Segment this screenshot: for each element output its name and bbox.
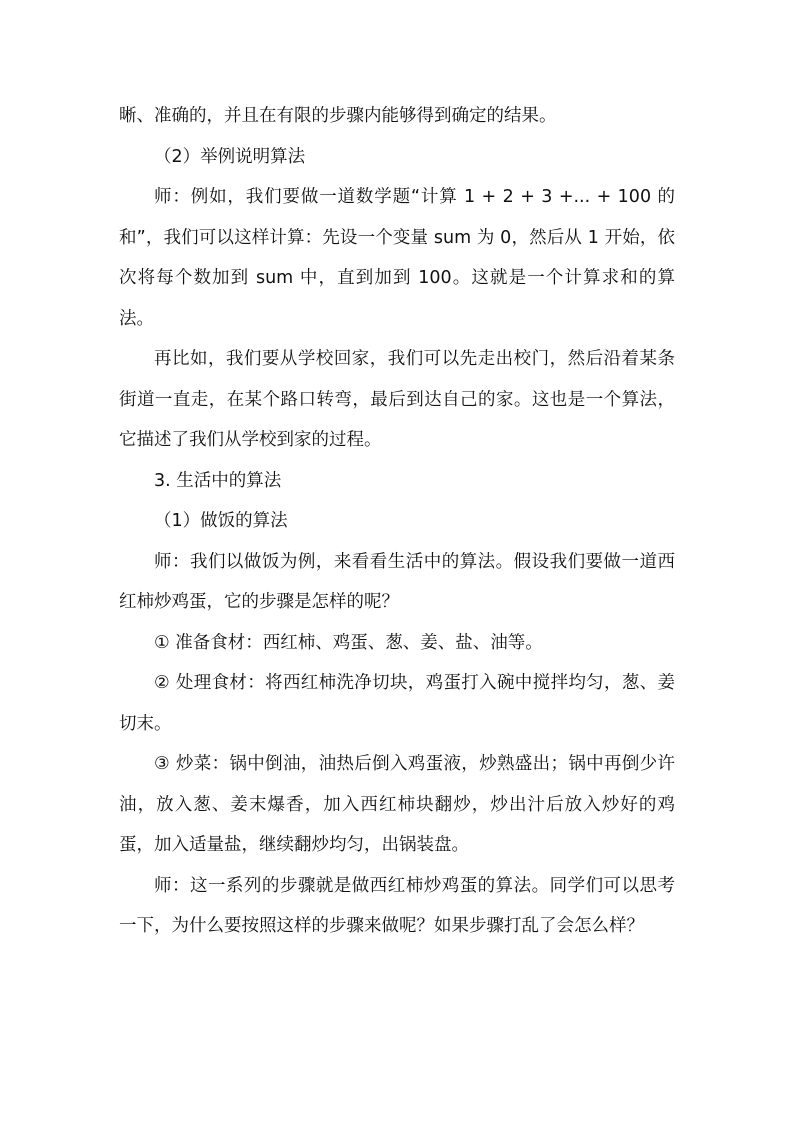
list-item-step-1: ① 准备食材：西红柿、鸡蛋、葱、姜、盐、油等。 bbox=[154, 632, 543, 653]
subheading-example-algorithm: （2）举例说明算法 bbox=[154, 146, 306, 167]
document-body bbox=[119, 96, 675, 947]
section-heading-life-algorithms: 3. 生活中的算法 bbox=[154, 470, 282, 491]
paragraph-conclusion-question: 师：这一系列的步骤就是做西红柿炒鸡蛋的算法。同学们可以思考一下，为什么要按照这样的步骤来做呢？如果步骤打乱了会怎么样？ bbox=[119, 875, 675, 936]
paragraph-continuation: 晰、准确的，并且在有限的步骤内能够得到确定的结果。 bbox=[119, 106, 557, 126]
subheading-cooking-algorithm: （1）做饭的算法 bbox=[154, 511, 288, 531]
paragraph-cooking-intro: 师：我们以做饭为例，来看看生活中的算法。假设我们要做一道西红柿炒鸡蛋，它的步骤是怎样的呢？ bbox=[119, 551, 675, 612]
list-item-step-2: ② 处理食材：将西红柿洗净切块，鸡蛋打入碗中搅拌均匀，葱、姜切末。 bbox=[119, 673, 675, 734]
list-item-step-3: ③ 炒菜：锅中倒油，油热后倒入鸡蛋液，炒熟盛出；锅中再倒少许油，放入葱、姜末爆香，加入西红柿块翻炒，炒出汁后放入炒好的鸡蛋，加入适量盐，继续翻炒均匀，出锅装盘。 bbox=[119, 754, 675, 855]
paragraph-sum-example: 师：例如，我们要做一道数学题“计算 1 + 2 + 3 +... + 100 的和”，我们可以这样计算：先设一个变量 sum 为 0，然后从 1 开始，依次将每个数加到 sum 中，直到加到 100。这就是一个计算求和的算法。 bbox=[119, 187, 675, 329]
paragraph-route-example: 再比如，我们要从学校回家，我们可以先走出校门，然后沿着某条街道一直走，在某个路口转弯，最后到达自己的家。这也是一个算法，它描述了我们从学校到家的过程。 bbox=[119, 349, 675, 450]
